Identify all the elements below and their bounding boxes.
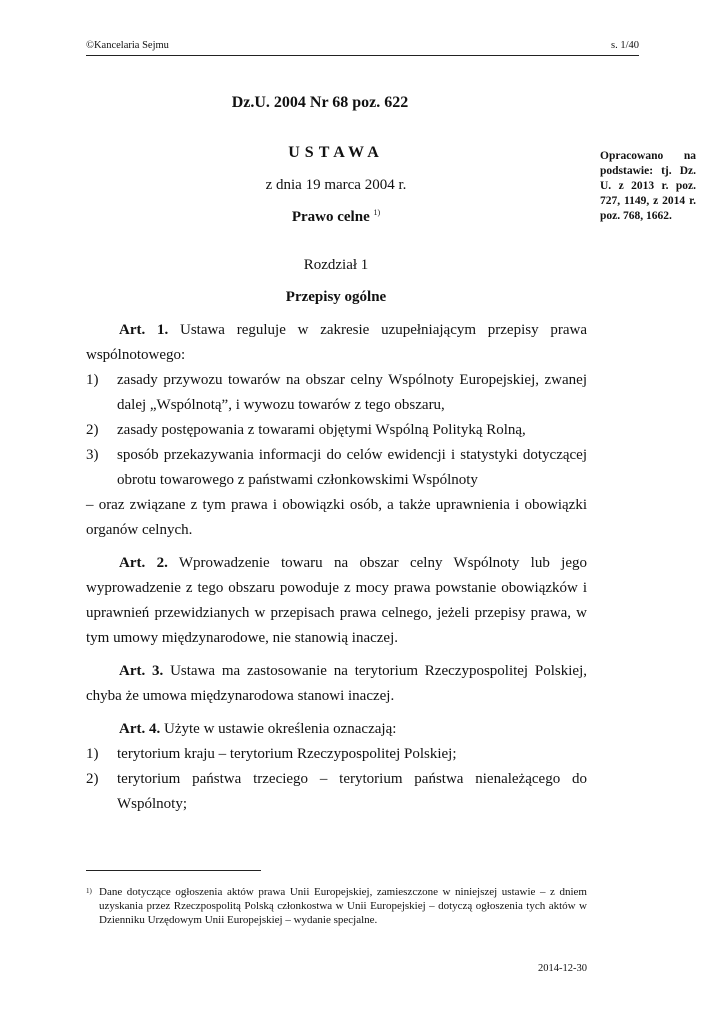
list-item [86, 418, 587, 443]
list-item-text: terytorium państwa trzeciego – terytorium państwa nienależącego do Wspólnoty; [117, 771, 587, 812]
header-divider [86, 55, 639, 56]
art3-paragraph [86, 659, 587, 709]
footnote-text: Dane dotyczące ogłoszenia aktów prawa Unii Europejskiej, zamieszczone w niniejszej ustawie – z dniem uzyskania przez Rzeczpospolitą Polską członkostwa w Unii Europejskiej – dotyczą ogłoszenia tych aktów w Dzienniku Urzędowym Unii Europejskiej – wydanie specjalne. [99, 886, 587, 926]
art2-text: Wprowadzenie towaru na obszar celny Wspólnoty lub jego wyprowadzenie z tego obszaru powoduje z mocy prawa powstanie obowiązków i uprawnień przewidzianych w przepisach prawa celnego, jeżeli przepisy prawa, w tym umowy międzynarodowe, nie stanowią inaczej. [86, 555, 587, 646]
side-note: Opracowano na podstawie: tj. Dz. U. z 2013 r. poz. 727, 1149, z 2014 r. poz. 768, 1662. [600, 150, 696, 222]
document-reference: Dz.U. 2004 Nr 68 poz. 622 [231, 94, 409, 111]
chapter-title: Przepisy ogólne [285, 289, 387, 305]
list-item [86, 368, 587, 418]
list-item-text: zasady przywozu towarów na obszar celny Wspólnoty Europejskiej, zwanej dalej „Wspólnotą”, i wywozu towarów z tego obszaru, [117, 372, 587, 413]
art3-text: Ustawa ma zastosowanie na terytorium Rzeczypospolitej Polskiej, chyba że umowa międzynarodowa stanowi inaczej. [86, 663, 587, 704]
footnote-divider [86, 870, 261, 871]
art1-closing: – oraz związane z tym prawa i obowiązki osób, a także uprawnienia i obowiązki organów celnych. [86, 497, 587, 538]
document-title: USTAWA [288, 144, 384, 161]
act-name-footnote-mark: 1) [373, 208, 381, 217]
art4-intro-text: Użyte w ustawie określenia oznaczają: [164, 721, 397, 737]
art1-intro [86, 318, 587, 368]
art2-label: Art. 2. [119, 555, 168, 571]
art2-paragraph [86, 551, 587, 651]
header-page-number: s. 1/40 [610, 40, 639, 51]
art1-intro-text: Ustawa reguluje w zakresie uzupełniającym przepisy prawa wspólnotowego: [86, 322, 587, 363]
list-item-text: sposób przekazywania informacji do celów ewidencji i statystyki dotyczącej obrotu towarowego z państwami członkowskimi Wspólnoty [117, 447, 587, 488]
document-date: z dnia 19 marca 2004 r. [265, 177, 407, 193]
art1-label: Art. 1. [119, 322, 169, 338]
chapter-number: Rozdział 1 [303, 257, 369, 273]
list-item-number: 2) [86, 771, 99, 787]
act-name [86, 208, 586, 226]
list-item-number: 1) [86, 746, 99, 762]
footer-date: 2014-12-30 [538, 963, 587, 974]
art3-label: Art. 3. [119, 663, 164, 679]
act-name-text: Prawo celne [291, 209, 370, 225]
list-item [86, 443, 587, 493]
art4-intro [86, 717, 587, 742]
list-item [86, 742, 587, 767]
header-publisher: ©Kancelaria Sejmu [86, 40, 169, 51]
list-item-number: 3) [86, 447, 99, 463]
footnote-mark: 1) [86, 887, 92, 895]
list-item-number: 2) [86, 422, 99, 438]
art4-label: Art. 4. [119, 721, 161, 737]
list-item [86, 767, 587, 817]
list-item-number: 1) [86, 372, 99, 388]
document-body [86, 318, 587, 817]
list-item-text: terytorium kraju – terytorium Rzeczypospolitej Polskiej; [117, 746, 457, 762]
footnote [86, 885, 587, 927]
list-item-text: zasady postępowania z towarami objętymi Wspólną Polityką Rolną, [117, 422, 526, 438]
